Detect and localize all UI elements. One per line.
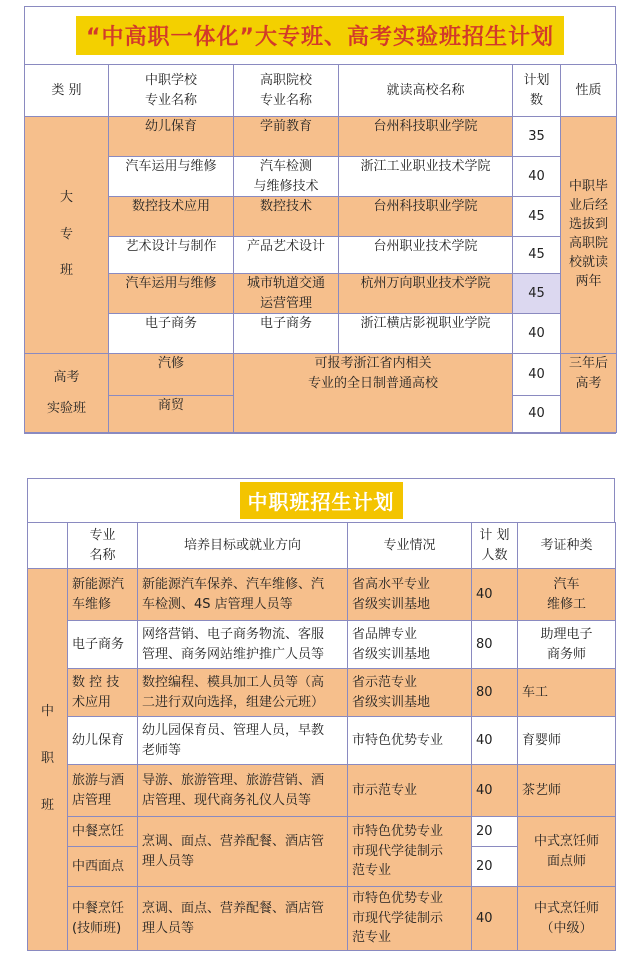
t1-zz-major: 艺术设计与制作 bbox=[109, 237, 234, 274]
t1-count: 40 bbox=[513, 314, 561, 354]
table-row bbox=[28, 765, 616, 817]
t1-count: 40 bbox=[513, 354, 561, 396]
t1-zz-major: 电子商务 bbox=[109, 314, 234, 354]
t2-major: 新能源汽 车维修 bbox=[68, 569, 138, 621]
table1 bbox=[24, 64, 617, 433]
t1-header-category: 类 别 bbox=[25, 65, 109, 117]
table-row bbox=[25, 354, 617, 396]
table-row bbox=[25, 274, 617, 314]
dazhuan-label: 大 专 班 bbox=[25, 117, 109, 354]
t2-count: 80 bbox=[472, 669, 518, 717]
table2 bbox=[27, 522, 616, 951]
t2-goal: 新能源汽车保养、汽车维修、汽 车检测、4S 店管理人员等 bbox=[138, 569, 348, 621]
t2-major: 幼儿保育 bbox=[68, 717, 138, 765]
gaokao-nature: 三年后 高考 bbox=[561, 354, 617, 433]
t1-college: 浙江工业职业技术学院 bbox=[339, 157, 513, 197]
gaokao-college: 可报考浙江省内相关 专业的全日制普通高校 bbox=[234, 354, 513, 433]
t1-header-zz-line1: 中职学校 bbox=[144, 73, 197, 88]
t2-situation: 市特色优势专业 市现代学徒制示 范专业 bbox=[348, 887, 472, 951]
t1-count: 45 bbox=[513, 197, 561, 237]
t1-gz-major: 城市轨道交通 运营管理 bbox=[234, 274, 339, 314]
t2-goal: 网络营销、电子商务物流、客服 管理、商务网站维护推广人员等 bbox=[138, 621, 348, 669]
t1-count: 40 bbox=[513, 157, 561, 197]
t1-count: 40 bbox=[513, 396, 561, 433]
t2-goal: 导游、旅游管理、旅游营销、酒 店管理、现代商务礼仪人员等 bbox=[138, 765, 348, 817]
t1-header-zz-line2: 专业名称 bbox=[144, 92, 197, 108]
t2-cert: 中式烹饪师 面点师 bbox=[518, 817, 616, 887]
table-row bbox=[28, 569, 616, 621]
t2-major: 数 控 技 术应用 bbox=[68, 669, 138, 717]
t2-goal: 烹调、面点、营养配餐、酒店管 理人员等 bbox=[138, 817, 348, 887]
t2-situation: 市示范专业 bbox=[348, 765, 472, 817]
zhongzhi-label: 中 职 班 bbox=[28, 569, 68, 951]
t2-cert: 中式烹饪师 （中级） bbox=[518, 887, 616, 951]
t1-zz-major: 汽车运用与维修 bbox=[109, 157, 234, 197]
t2-cert: 汽车 维修工 bbox=[518, 569, 616, 621]
gaokao-label: 高考 实验班 bbox=[25, 354, 109, 433]
t1-gz-major: 电子商务 bbox=[234, 314, 339, 354]
t2-situation: 市特色优势专业 市现代学徒制示 范专业 bbox=[348, 817, 472, 887]
t1-zz-major: 汽车运用与维修 bbox=[109, 274, 234, 314]
t2-cert: 茶艺师 bbox=[518, 765, 616, 817]
t2-header-cert: 考证种类 bbox=[518, 523, 616, 569]
t2-major: 电子商务 bbox=[68, 621, 138, 669]
table1-title-band bbox=[24, 6, 616, 64]
t2-count: 40 bbox=[472, 765, 518, 817]
t2-major: 中餐烹饪 bbox=[68, 817, 138, 847]
t1-count: 45 bbox=[513, 237, 561, 274]
table2-header-row bbox=[28, 523, 616, 569]
t1-header-college: 就读高校名称 bbox=[339, 65, 513, 117]
dazhuan-nature: 中职毕 业后经 选拔到 高职院 校就读 两年 bbox=[561, 117, 617, 354]
t2-count: 40 bbox=[472, 887, 518, 951]
table-row bbox=[28, 887, 616, 951]
t1-college: 台州科技职业学院 bbox=[339, 117, 513, 157]
t2-header-goal: 培养目标或就业方向 bbox=[138, 523, 348, 569]
table-row bbox=[28, 621, 616, 669]
table-row bbox=[28, 817, 616, 847]
t1-header-gz-line1: 高职院校 bbox=[259, 73, 312, 88]
table-row bbox=[25, 314, 617, 354]
t2-situation: 省品牌专业 省级实训基地 bbox=[348, 621, 472, 669]
t1-college: 浙江横店影视职业学院 bbox=[339, 314, 513, 354]
t1-zz-major: 数控技术应用 bbox=[109, 197, 234, 237]
t1-count: 45 bbox=[513, 274, 561, 314]
t2-header-situation: 专业情况 bbox=[348, 523, 472, 569]
t1-gaokao-zz: 汽修 bbox=[109, 354, 234, 396]
t2-cert: 助理电子 商务师 bbox=[518, 621, 616, 669]
t1-gaokao-zz: 商贸 bbox=[109, 396, 234, 433]
table2-title: 中职班招生计划 bbox=[240, 482, 403, 519]
t1-gz-major: 学前教育 bbox=[234, 117, 339, 157]
t2-situation: 省高水平专业 省级实训基地 bbox=[348, 569, 472, 621]
t1-header-count-line2: 数 bbox=[529, 92, 543, 108]
t2-goal: 烹调、面点、营养配餐、酒店管 理人员等 bbox=[138, 887, 348, 951]
t1-college: 杭州万向职业技术学院 bbox=[339, 274, 513, 314]
t2-count: 40 bbox=[472, 717, 518, 765]
t2-major: 中西面点 bbox=[68, 847, 138, 887]
t2-major: 中餐烹饪 (技师班) bbox=[68, 887, 138, 951]
t1-count: 35 bbox=[513, 117, 561, 157]
t2-cert: 车工 bbox=[518, 669, 616, 717]
t1-zz-major: 幼儿保育 bbox=[109, 117, 234, 157]
table2-title-band bbox=[27, 478, 615, 522]
table-row bbox=[25, 237, 617, 274]
t2-header-blank bbox=[28, 523, 68, 569]
t2-header-major: 专业 名称 bbox=[68, 523, 138, 569]
t1-header-count-line1: 计划 bbox=[523, 73, 550, 88]
t2-situation: 省示范专业 省级实训基地 bbox=[348, 669, 472, 717]
t2-count: 80 bbox=[472, 621, 518, 669]
t1-gz-major: 汽车检测 与维修技术 bbox=[234, 157, 339, 197]
t2-cert: 育婴师 bbox=[518, 717, 616, 765]
t2-major: 旅游与酒 店管理 bbox=[68, 765, 138, 817]
t1-gz-major: 产品艺术设计 bbox=[234, 237, 339, 274]
t1-header-nature: 性质 bbox=[561, 65, 617, 117]
t1-gz-major: 数控技术 bbox=[234, 197, 339, 237]
table-row bbox=[28, 717, 616, 765]
t2-count: 20 bbox=[472, 817, 518, 847]
t2-count: 40 bbox=[472, 569, 518, 621]
t2-header-count: 计 划 人数 bbox=[472, 523, 518, 569]
table-row bbox=[28, 669, 616, 717]
table-row bbox=[25, 117, 617, 157]
table-row bbox=[25, 157, 617, 197]
t2-situation: 市特色优势专业 bbox=[348, 717, 472, 765]
t1-college: 台州职业技术学院 bbox=[339, 237, 513, 274]
t2-goal: 数控编程、模具加工人员等（高 二进行双向选择，组建公元班） bbox=[138, 669, 348, 717]
t2-count: 20 bbox=[472, 847, 518, 887]
table-row bbox=[25, 197, 617, 237]
t1-college: 台州科技职业学院 bbox=[339, 197, 513, 237]
t1-header-gz-line2: 专业名称 bbox=[259, 92, 312, 108]
table1-title: “中高职一体化”大专班、高考实验班招生计划 bbox=[76, 16, 564, 55]
table1-header-row bbox=[25, 65, 617, 117]
t2-goal: 幼儿园保育员、管理人员，早教 老师等 bbox=[138, 717, 348, 765]
